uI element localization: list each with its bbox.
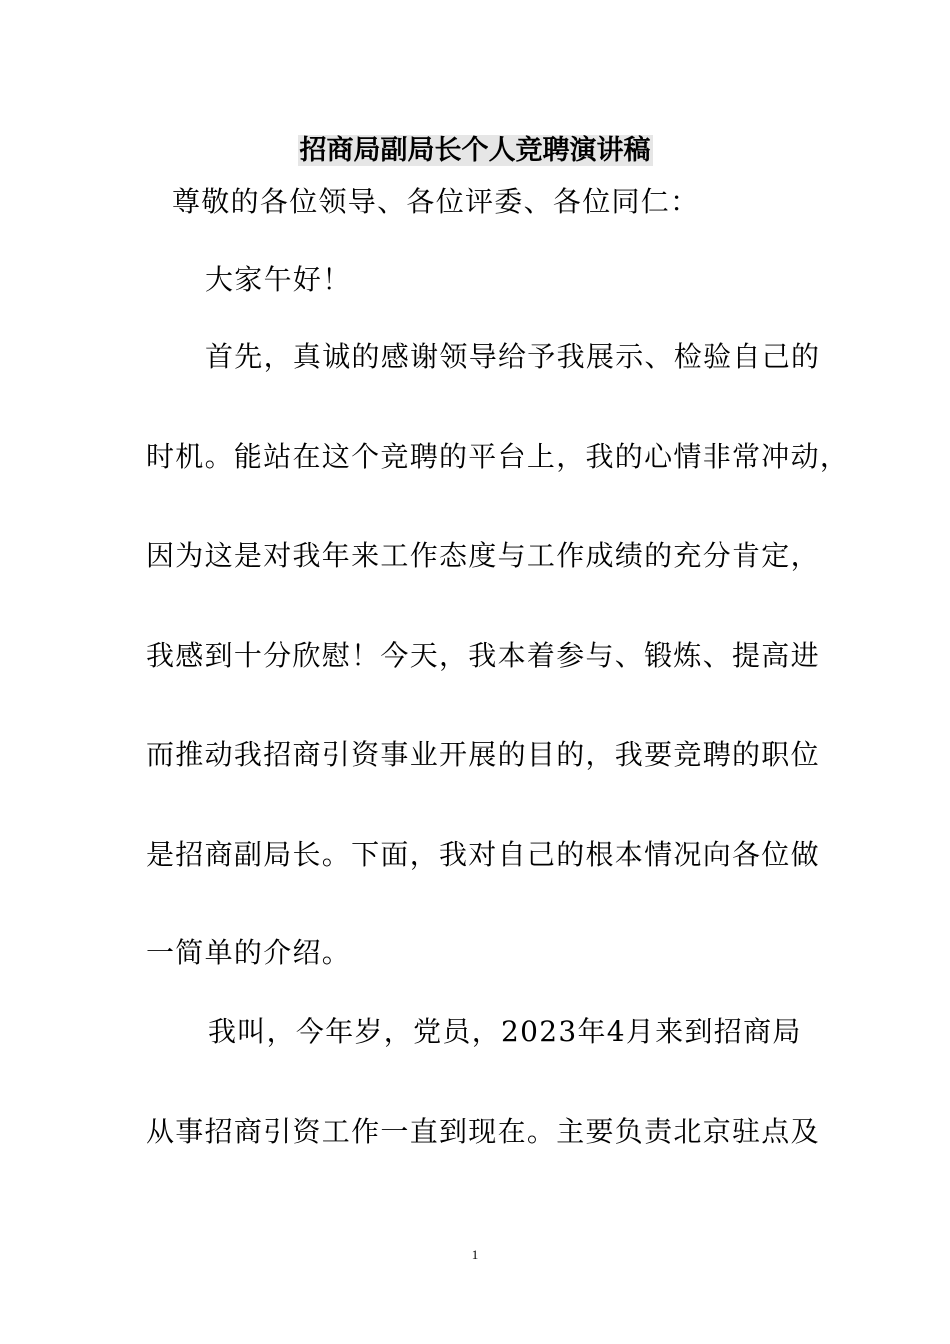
paragraph-1-line-1: 首先，真诚的感谢领导给予我展示、检验自己的 [205, 340, 821, 373]
document-title [0, 133, 950, 169]
page-number: 1 [471, 1247, 479, 1262]
paragraph-1-line-3: 因为这是对我年来工作态度与工作成绩的充分肯定， [146, 539, 820, 572]
paragraph-1-line-5: 而推动我招商引资事业开展的目的，我要竞聘的职位 [146, 738, 820, 771]
paragraph-1-line-6: 是招商副局长。下面，我对自己的根本情况向各位做 [146, 838, 820, 871]
paragraph-1-line-7: 一简单的介绍。 [146, 936, 352, 969]
paragraph-1-line-4: 我感到十分欣慰！今天，我本着参与、锻炼、提高进 [146, 639, 820, 672]
salutation: 尊敬的各位领导、各位评委、各位同仁： [172, 185, 700, 218]
greeting: 大家午好！ [205, 263, 352, 296]
document-title-text: 招商局副局长个人竞聘演讲稿 [299, 135, 651, 166]
paragraph-2-line-2: 从事招商引资工作一直到现在。主要负责北京驻点及 [146, 1115, 820, 1148]
paragraph-2-line-1: 我叫，今年岁，党员，2023年4月来到招商局 [208, 1015, 802, 1048]
paragraph-1-line-2: 时机。能站在这个竞聘的平台上，我的心情非常冲动， [146, 440, 850, 473]
